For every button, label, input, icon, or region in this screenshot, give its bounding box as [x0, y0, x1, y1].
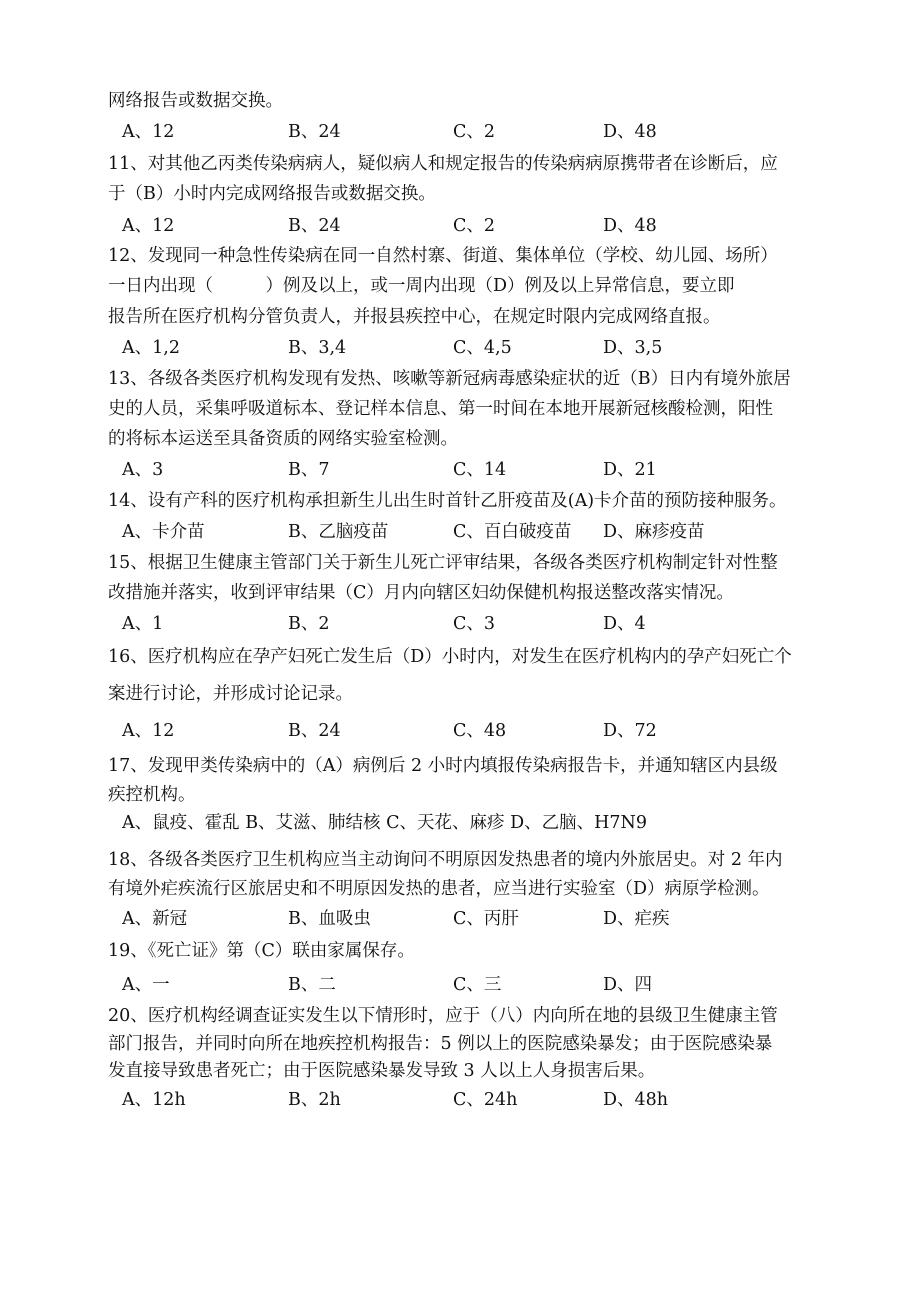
q16-options	[122, 720, 822, 742]
q10-option-c: C、2	[453, 122, 496, 142]
q18-options	[122, 908, 822, 930]
q10-options	[122, 121, 822, 143]
q14-option-c: C、百白破疫苗	[453, 522, 572, 542]
q10-stem-line-1: 网络报告或数据交换。	[108, 91, 283, 111]
q12-option-b: B、3,4	[288, 338, 347, 358]
q16-stem-line-1: 16、医疗机构应在孕产妇死亡发生后（D）小时内，对发生在医疗机构内的孕产妇死亡个	[108, 647, 792, 667]
q20-option-c: C、24h	[453, 1090, 518, 1110]
q14-stem-line-1: 14、设有产科的医疗机构承担新生儿出生时首针乙肝疫苗及(A)卡介苗的预防接种服务。	[108, 491, 787, 511]
q20-stem-line-1: 20、医疗机构经调查证实发生以下情形时，应于（八）内向所在地的县级卫生健康主管	[108, 1006, 778, 1026]
q13-stem-line-3: 的将标本运送至具备资质的网络实验室检测。	[108, 429, 458, 449]
q13-option-b: B、7	[288, 460, 330, 480]
q15-options	[122, 613, 822, 635]
q18-stem-line-2: 有境外疟疾流行区旅居史和不明原因发热的患者，应当进行实验室（D）病原学检测。	[108, 879, 770, 899]
q18-option-d: D、疟疾	[603, 909, 670, 929]
q17-options-line: A、鼠疫、霍乱 B、艾滋、肺结核 C、天花、麻疹 D、乙脑、H7N9	[122, 813, 647, 833]
q15-option-d: D、4	[603, 614, 646, 634]
q12-stem-line-1: 12、发现同一种急性传染病在同一自然村寨、街道、集体单位（学校、幼儿园、场所）	[108, 246, 778, 266]
q10-option-b: B、24	[288, 122, 341, 142]
q19-option-b: B、二	[288, 975, 336, 995]
q20-stem-line-2: 部门报告，并同时向所在地疾控机构报告：5 例以上的医院感染暴发；由于医院感染暴	[108, 1034, 773, 1054]
q19-option-c: C、三	[453, 975, 502, 995]
q18-stem-line-1: 18、各级各类医疗卫生机构应当主动询问不明原因发热患者的境内外旅居史。对 2 年内	[108, 850, 783, 870]
q14-options	[122, 521, 822, 543]
q11-option-a: A、12	[122, 216, 175, 236]
q20-option-a: A、12h	[122, 1090, 186, 1110]
q20-option-d: D、48h	[603, 1090, 669, 1110]
q13-option-a: A、3	[122, 460, 164, 480]
q19-option-a: A、一	[122, 975, 170, 995]
q15-stem-line-2: 改措施并落实，收到评审结果（C）月内向辖区妇幼保健机构报送整改落实情况。	[108, 583, 734, 603]
q15-stem-line-1: 15、根据卫生健康主管部门关于新生儿死亡评审结果，各级各类医疗机构制定针对性整	[108, 553, 778, 573]
q13-options	[122, 459, 822, 481]
q16-stem-line-2: 案进行讨论，并形成讨论记录。	[108, 684, 353, 704]
q18-option-a: A、新冠	[122, 909, 188, 929]
q20-stem-line-3: 发直接导致患者死亡；由于医院感染暴发导致 3 人以上人身损害后果。	[108, 1061, 656, 1081]
q13-option-d: D、21	[603, 460, 657, 480]
q19-option-d: D、四	[603, 975, 653, 995]
q18-option-b: B、血吸虫	[288, 909, 371, 929]
q12-option-a: A、1,2	[122, 338, 180, 358]
q12-stem-line-3: 报告所在医疗机构分管负责人，并报县疾控中心，在规定时限内完成网络直报。	[108, 307, 721, 327]
q11-option-b: B、24	[288, 216, 341, 236]
q11-option-d: D、48	[603, 216, 657, 236]
q13-stem-line-2: 史的人员，采集呼吸道标本、登记样本信息、第一时间在本地开展新冠核酸检测，阳性	[108, 399, 773, 419]
q16-option-c: C、48	[453, 721, 507, 741]
q15-option-c: C、3	[453, 614, 496, 634]
q12-options	[122, 337, 822, 359]
q14-option-b: B、乙脑疫苗	[288, 522, 389, 542]
q10-option-a: A、12	[122, 122, 175, 142]
q11-options	[122, 215, 822, 237]
q14-option-a: A、卡介苗	[122, 522, 205, 542]
q19-options	[122, 974, 822, 996]
q15-option-a: A、1	[122, 614, 164, 634]
q16-option-d: D、72	[603, 721, 657, 741]
q19-stem-line-1: 19、《死亡证》第（C）联由家属保存。	[108, 941, 415, 961]
q12-stem-line-2: 一日内出现（ ）例及以上，或一周内出现（D）例及以上异常信息，要立即	[108, 276, 735, 296]
q14-option-d: D、麻疹疫苗	[603, 522, 705, 542]
q17-stem-line-1: 17、发现甲类传染病中的（A）病例后 2 小时内填报传染病报告卡，并通知辖区内县级	[108, 756, 778, 776]
q16-option-b: B、24	[288, 721, 341, 741]
q17-stem-line-2: 疾控机构。	[108, 785, 196, 805]
q11-stem-line-1: 11、对其他乙丙类传染病病人，疑似病人和规定报告的传染病病原携带者在诊断后，应	[108, 154, 778, 174]
q20-option-b: B、2h	[288, 1090, 341, 1110]
q12-option-d: D、3,5	[603, 338, 663, 358]
q16-option-a: A、12	[122, 721, 175, 741]
q11-stem-line-2: 于（B）小时内完成网络报告或数据交换。	[108, 184, 436, 204]
q11-option-c: C、2	[453, 216, 496, 236]
q20-options	[122, 1089, 822, 1111]
q13-stem-line-1: 13、各级各类医疗机构发现有发热、咳嗽等新冠病毒感染症状的近（B）日内有境外旅居	[108, 369, 791, 389]
q12-option-c: C、4,5	[453, 338, 512, 358]
q18-option-c: C、丙肝	[453, 909, 519, 929]
q13-option-c: C、14	[453, 460, 507, 480]
q10-option-d: D、48	[603, 122, 657, 142]
q15-option-b: B、2	[288, 614, 330, 634]
